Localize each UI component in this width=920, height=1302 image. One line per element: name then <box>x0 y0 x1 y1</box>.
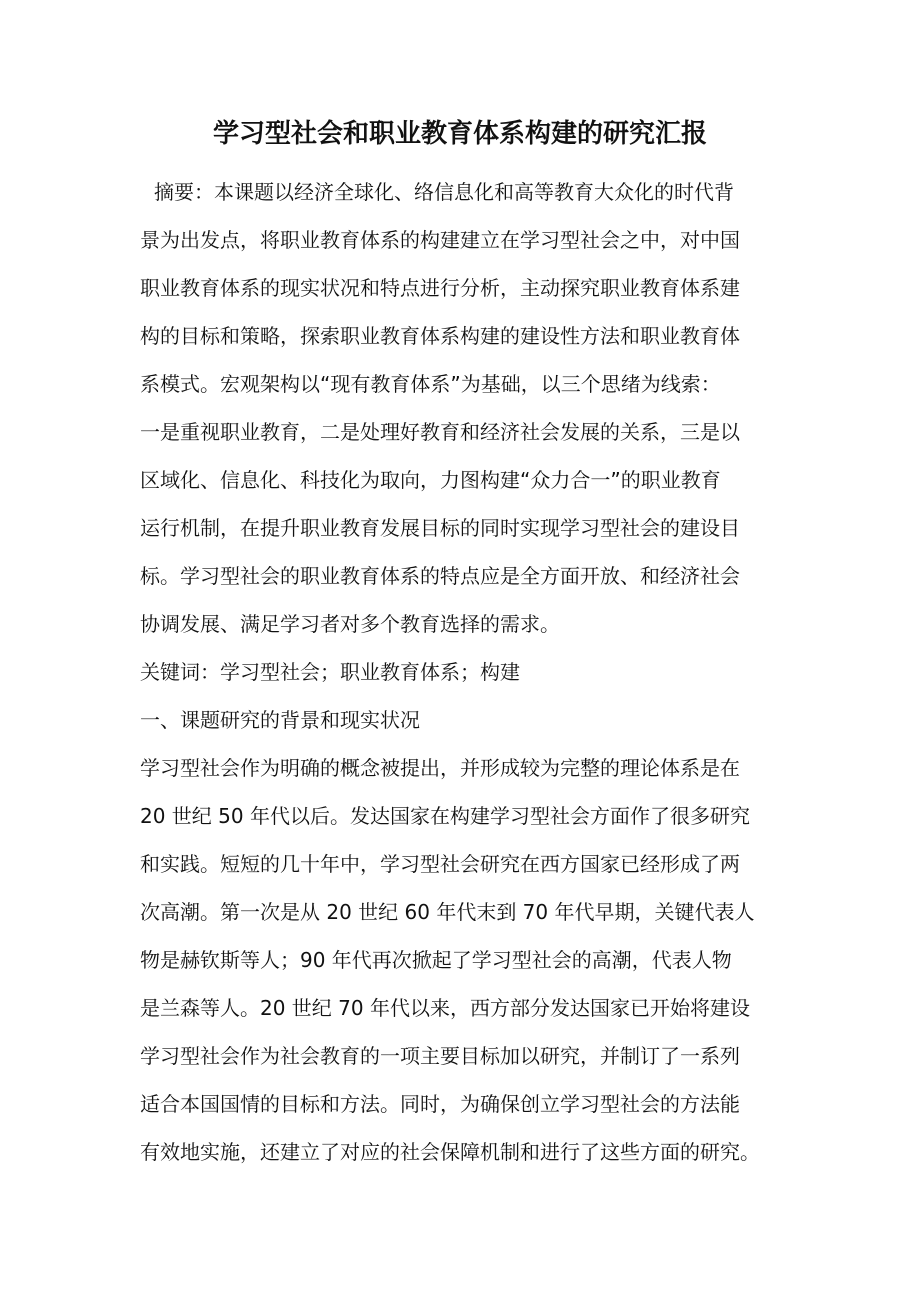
paragraph-line: 学习型社会作为社会教育的一项主要目标加以研究，并制订了一系列 <box>140 1044 740 1068</box>
keywords-line: 关键词：学习型社会；职业教育体系；构建 <box>140 660 520 684</box>
abstract-line: 系模式。宏观架构以“现有教育体系”为基础，以三个思绪为线索： <box>140 372 721 396</box>
paragraph-line: 有效地实施，还建立了对应的社会保障机制和进行了这些方面的研究。 <box>140 1140 760 1164</box>
abstract-line: 一是重视职业教育，二是处理好教育和经济社会发展的关系，三是以 <box>140 420 740 444</box>
paragraph-line: 次高潮。第一次是从 20 世纪 60 年代末到 70 年代早期，关键代表人 <box>140 900 755 924</box>
document-body <box>140 168 788 1176</box>
paragraph-line: 是兰森等人。20 世纪 70 年代以来，西方部分发达国家已开始将建设 <box>140 996 750 1020</box>
abstract-line: 协调发展、满足学习者对多个教育选择的需求。 <box>140 612 560 636</box>
abstract-line: 区域化、信息化、科技化为取向，力图构建“众力合一”的职业教育 <box>140 468 721 492</box>
document-title: 学习型社会和职业教育体系构建的研究汇报 <box>212 119 707 149</box>
section-heading: 一、课题研究的背景和现实状况 <box>140 708 420 732</box>
paragraph-line: 20 世纪 50 年代以后。发达国家在构建学习型社会方面作了很多研究 <box>140 804 750 828</box>
abstract-line: 职业教育体系的现实状况和特点进行分析，主动探究职业教育体系建 <box>140 276 740 300</box>
abstract-line: 构的目标和策略，探索职业教育体系构建的建设性方法和职业教育体 <box>140 324 740 348</box>
abstract-line: 景为出发点，将职业教育体系的构建建立在学习型社会之中，对中国 <box>140 228 740 252</box>
abstract-line: 标。学习型社会的职业教育体系的特点应是全方面开放、和经济社会 <box>140 564 740 588</box>
abstract-line: 运行机制，在提升职业教育发展目标的同时实现学习型社会的建设目 <box>140 516 740 540</box>
paragraph-line: 适合本国国情的目标和方法。同时，为确保创立学习型社会的方法能 <box>140 1092 740 1116</box>
abstract-line: 摘要：本课题以经济全球化、络信息化和高等教育大众化的时代背 <box>154 180 734 204</box>
paragraph-line: 学习型社会作为明确的概念被提出，并形成较为完整的理论体系是在 <box>140 756 740 780</box>
paragraph-line: 和实践。短短的几十年中，学习型社会研究在西方国家已经形成了两 <box>140 852 740 876</box>
paragraph-line: 物是赫钦斯等人；90 年代再次掀起了学习型社会的高潮，代表人物 <box>140 948 732 972</box>
